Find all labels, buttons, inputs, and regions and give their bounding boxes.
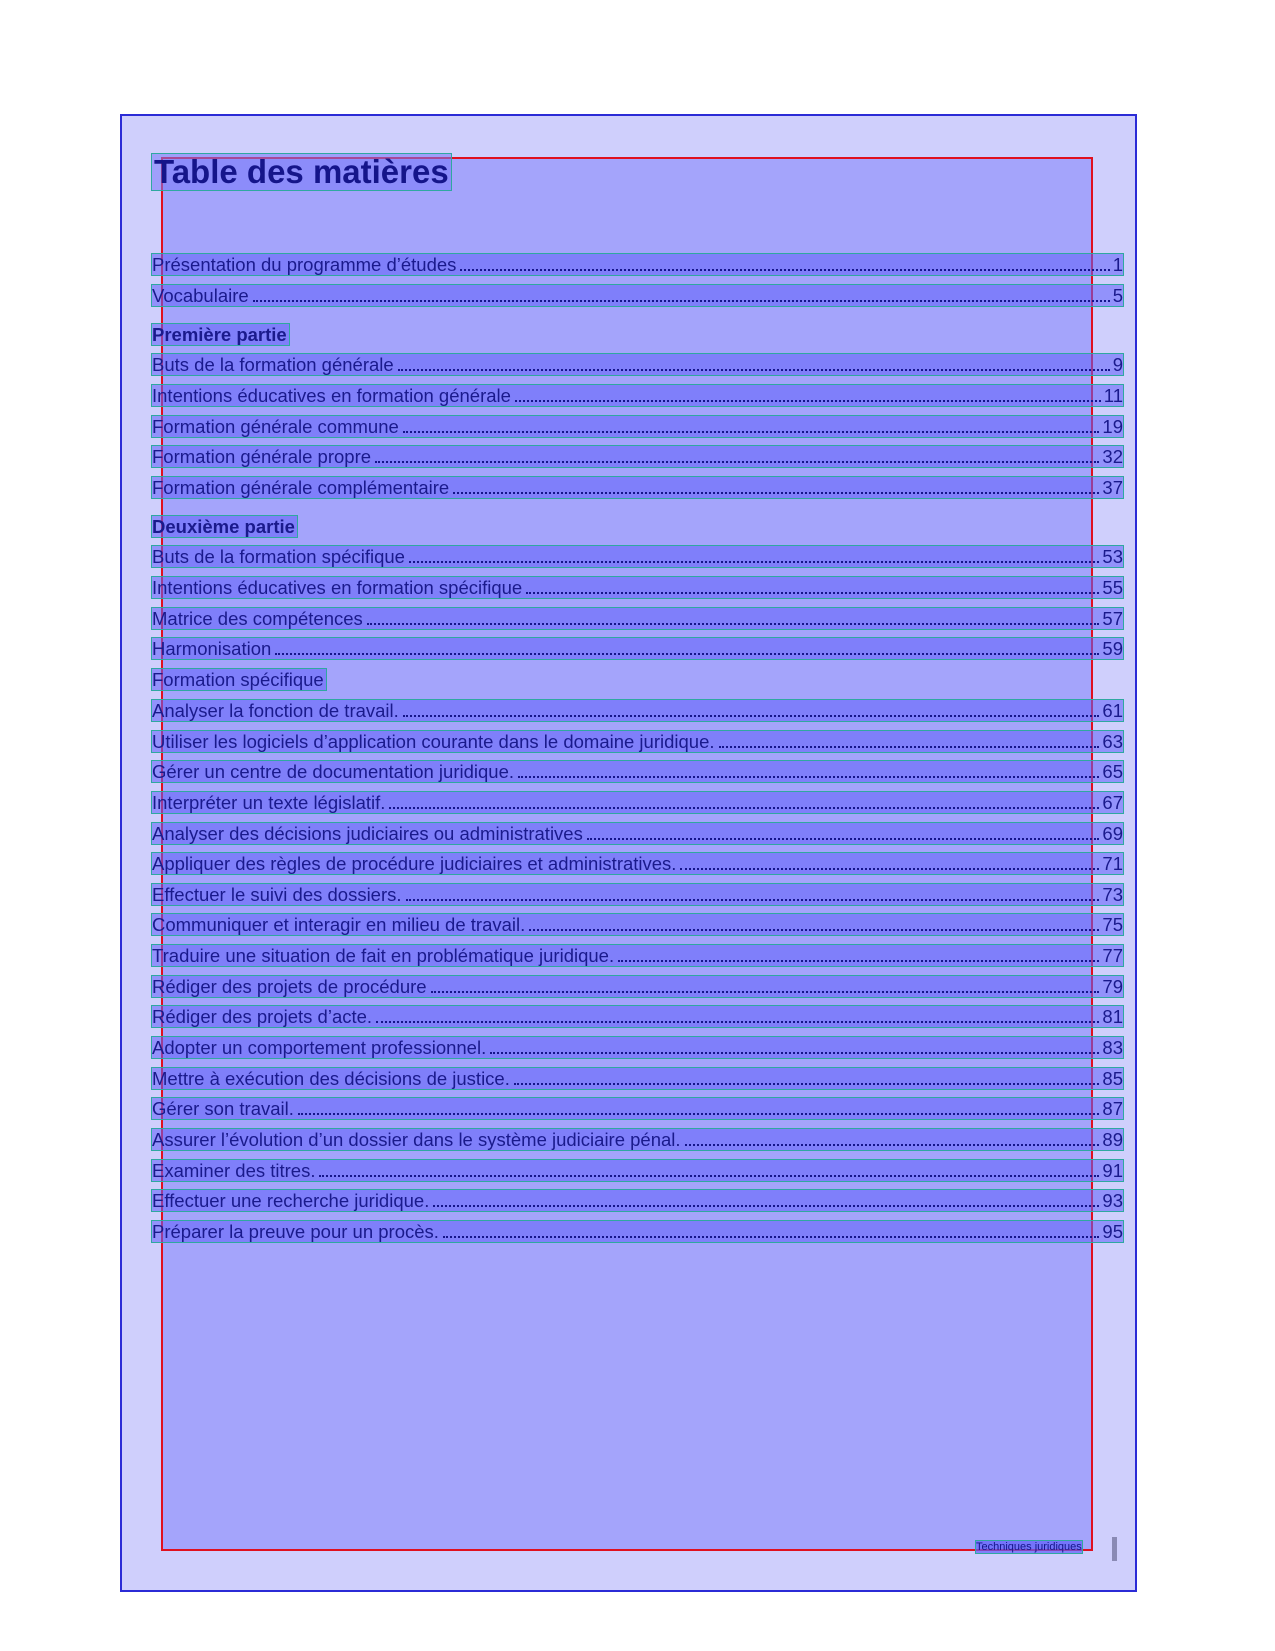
toc-entry-title: Buts de la formation générale <box>152 354 394 375</box>
toc-entry[interactable] <box>152 1160 1123 1181</box>
toc-page-number: 81 <box>1102 1006 1123 1027</box>
dot-leader <box>398 367 1110 371</box>
dot-leader <box>406 897 1100 901</box>
toc-entry-title: Effectuer une recherche juridique. <box>152 1190 430 1211</box>
toc-entry[interactable] <box>152 761 1123 782</box>
toc-page-number: 75 <box>1102 914 1123 935</box>
dot-leader <box>618 958 1099 962</box>
toc-entry-title: Intentions éducatives en formation générale <box>152 385 511 406</box>
toc-entry-title: Examiner des titres. <box>152 1160 316 1181</box>
toc-entry-title: Buts de la formation spécifique <box>152 546 405 567</box>
toc-entry-title: Appliquer des règles de procédure judiciaires et administratives. <box>152 853 677 874</box>
dot-leader <box>431 989 1100 993</box>
toc-entry[interactable] <box>152 477 1123 498</box>
toc-entry[interactable] <box>152 853 1123 874</box>
dot-leader <box>719 744 1100 748</box>
toc-page-number: 65 <box>1102 761 1123 782</box>
toc-entry[interactable] <box>152 792 1123 813</box>
toc-entry-title: Traduire une situation de fait en problématique juridique. <box>152 945 615 966</box>
toc-entry-title: Gérer son travail. <box>152 1098 294 1119</box>
toc-page-number: 71 <box>1102 853 1123 874</box>
dot-leader <box>403 713 1100 717</box>
dot-leader <box>376 1019 1099 1023</box>
toc-entry-title: Formation générale complémentaire <box>152 477 450 498</box>
toc-entry-title: Communiquer et interagir en milieu de travail. <box>152 914 526 935</box>
toc-page-number: 77 <box>1102 945 1123 966</box>
toc-page-number: 53 <box>1102 546 1123 567</box>
toc-page-number: 63 <box>1102 731 1123 752</box>
toc-page-number: 9 <box>1112 354 1123 375</box>
toc-entry[interactable] <box>152 1037 1123 1058</box>
toc-page-number: 89 <box>1102 1129 1123 1150</box>
toc-page-number: 67 <box>1102 792 1123 813</box>
toc-page-number: 91 <box>1102 1160 1123 1181</box>
toc-page-number: 93 <box>1102 1190 1123 1211</box>
toc-page-number: 83 <box>1102 1037 1123 1058</box>
toc-entry-title: Interpréter un texte législatif. <box>152 792 386 813</box>
toc-entry-title: Intentions éducatives en formation spécifique <box>152 577 523 598</box>
toc-entry[interactable] <box>152 254 1123 275</box>
dot-leader <box>389 805 1099 809</box>
toc-page-number: 69 <box>1102 823 1123 844</box>
dot-leader <box>275 651 1099 655</box>
dot-leader <box>515 398 1101 402</box>
footer-page-bar <box>1112 1537 1117 1561</box>
toc-page-number: 79 <box>1102 976 1123 997</box>
dot-leader <box>514 1081 1100 1085</box>
dot-leader <box>298 1111 1100 1115</box>
toc-entry[interactable] <box>152 446 1123 467</box>
toc-entry[interactable] <box>152 546 1123 567</box>
dot-leader <box>680 866 1099 870</box>
toc-section-heading: Première partie <box>152 324 287 345</box>
toc-entry-title: Formation générale propre <box>152 446 372 467</box>
toc-page-number: 32 <box>1102 446 1123 467</box>
dot-leader <box>460 267 1109 271</box>
toc-entry-title: Préparer la preuve pour un procès. <box>152 1221 439 1242</box>
dot-leader <box>490 1050 1099 1054</box>
toc-entry-title: Vocabulaire <box>152 285 249 306</box>
toc-entry-title: Mettre à exécution des décisions de justice. <box>152 1068 510 1089</box>
toc-page-number: 85 <box>1102 1068 1123 1089</box>
table-of-contents <box>152 0 1123 1651</box>
page-title: Table des matières <box>154 153 449 190</box>
dot-leader <box>526 590 1099 594</box>
toc-page-number: 61 <box>1102 700 1123 721</box>
toc-page-number: 87 <box>1102 1098 1123 1119</box>
toc-page-number: 19 <box>1102 416 1123 437</box>
toc-entry[interactable] <box>152 1068 1123 1089</box>
toc-page-number: 5 <box>1112 285 1123 306</box>
toc-entry[interactable] <box>152 608 1123 629</box>
dot-leader <box>433 1203 1099 1207</box>
toc-page-number: 95 <box>1102 1221 1123 1242</box>
toc-entry[interactable] <box>152 945 1123 966</box>
dot-leader <box>375 459 1099 463</box>
dot-leader <box>685 1142 1100 1146</box>
toc-entry-title: Rédiger des projets de procédure <box>152 976 427 997</box>
dot-leader <box>253 298 1110 302</box>
toc-entry-title: Gérer un centre de documentation juridique. <box>152 761 514 782</box>
toc-entry[interactable] <box>152 285 1123 306</box>
dot-leader <box>587 836 1100 840</box>
toc-entry-title: Présentation du programme d’études <box>152 254 457 275</box>
toc-page-number: 37 <box>1102 477 1123 498</box>
toc-entry[interactable] <box>152 1129 1123 1150</box>
toc-entry[interactable] <box>152 823 1123 844</box>
dot-leader <box>367 621 1100 625</box>
toc-entry[interactable] <box>152 976 1123 997</box>
toc-entry[interactable] <box>152 577 1123 598</box>
toc-entry[interactable] <box>152 354 1123 375</box>
toc-page-number: 11 <box>1103 385 1123 406</box>
toc-entry[interactable] <box>152 416 1123 437</box>
footer-label: Techniques juridiques <box>976 1541 1082 1553</box>
dot-leader <box>409 559 1099 563</box>
toc-entry[interactable] <box>152 638 1123 659</box>
toc-page-number: 55 <box>1102 577 1123 598</box>
toc-entry[interactable] <box>152 1221 1123 1242</box>
toc-entry[interactable] <box>152 884 1123 905</box>
toc-page-number: 73 <box>1102 884 1123 905</box>
toc-page-number: 59 <box>1102 638 1123 659</box>
dot-leader <box>319 1173 1099 1177</box>
dot-leader <box>453 490 1099 494</box>
toc-entry-title: Matrice des compétences <box>152 608 363 629</box>
toc-entry-title: Effectuer le suivi des dossiers. <box>152 884 402 905</box>
toc-entry-title: Assurer l’évolution d’un dossier dans le système judiciaire pénal. <box>152 1129 681 1150</box>
toc-entry-title: Analyser la fonction de travail. <box>152 700 399 721</box>
toc-entry[interactable] <box>152 1006 1123 1027</box>
toc-page-number: 1 <box>1112 254 1123 275</box>
toc-entry-title: Harmonisation <box>152 638 272 659</box>
toc-entry-title: Formation générale commune <box>152 416 399 437</box>
toc-entry[interactable] <box>152 385 1123 406</box>
dot-leader <box>518 774 1099 778</box>
toc-entry[interactable] <box>152 700 1123 721</box>
toc-entry-title: Rédiger des projets d’acte. <box>152 1006 373 1027</box>
dot-leader <box>443 1234 1100 1238</box>
toc-subsection-heading: Formation spécifique <box>152 669 324 690</box>
toc-entry[interactable] <box>152 731 1123 752</box>
toc-entry-title: Utiliser les logiciels d’application courante dans le domaine juridique. <box>152 731 715 752</box>
dot-leader <box>529 927 1099 931</box>
toc-entry[interactable] <box>152 1098 1123 1119</box>
toc-page-number: 57 <box>1102 608 1123 629</box>
dot-leader <box>403 429 1100 433</box>
toc-entry[interactable] <box>152 1190 1123 1211</box>
toc-entry-title: Analyser des décisions judiciaires ou administratives <box>152 823 583 844</box>
toc-entry[interactable] <box>152 914 1123 935</box>
toc-entry-title: Adopter un comportement professionnel. <box>152 1037 487 1058</box>
toc-section-heading: Deuxième partie <box>152 516 295 537</box>
